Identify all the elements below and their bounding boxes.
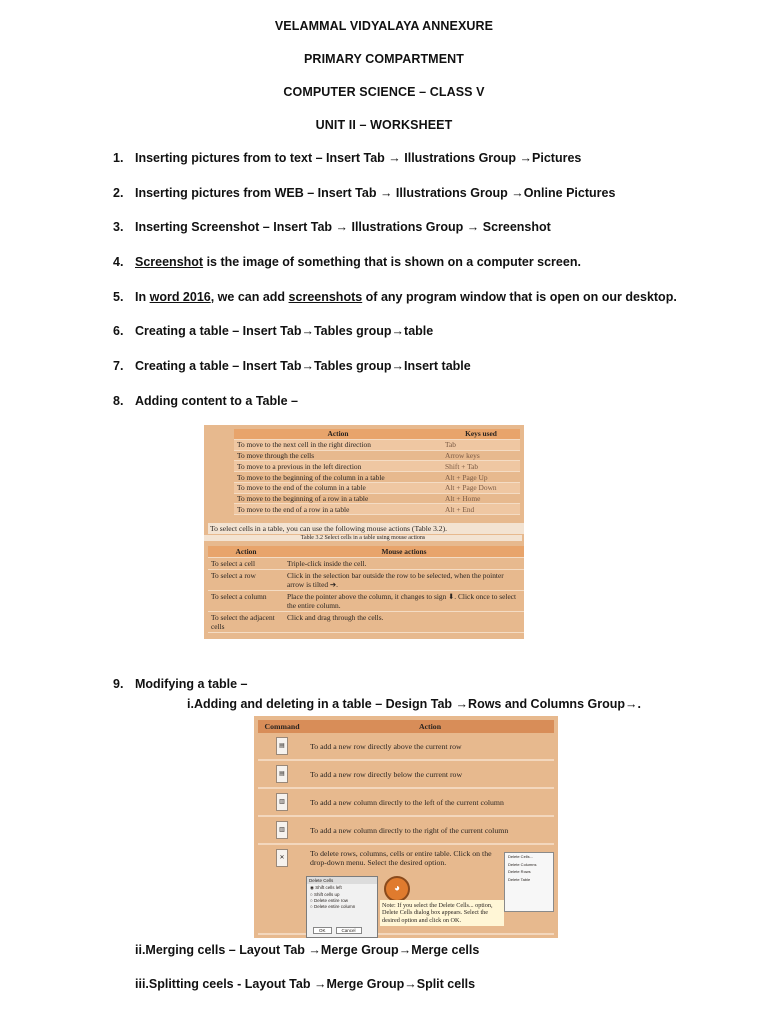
insert-right-icon: ▥ <box>276 821 288 839</box>
table-cell: To select a row <box>208 570 284 591</box>
table-row <box>208 591 524 612</box>
list-item <box>113 186 615 200</box>
subject-title: COMPUTER SCIENCE – CLASS V <box>283 85 485 99</box>
table-cell: To delete rows, columns, cells or entire table. Click on the drop-down menu. Select the desired option. <box>306 844 554 934</box>
table-cell: To move to the end of a row in a table <box>234 504 442 515</box>
table-header: Keys used <box>442 429 520 439</box>
dialog-option: ○ Shift cells up <box>310 891 340 897</box>
dialog-option: ○ Delete entire row <box>310 897 348 903</box>
table-cell: Tab <box>442 439 520 450</box>
sub-item: ii.Merging cells – Layout Tab →Merge Group→Merge cells <box>135 943 480 957</box>
table-header: Mouse actions <box>284 546 524 558</box>
table-cell: To move to the beginning of the column in a table <box>234 472 442 483</box>
table-cell: To move through the cells <box>234 450 442 461</box>
rows-columns-commands-photo <box>254 716 558 938</box>
table-cell: To select a cell <box>208 558 284 570</box>
menu-item: Delete Cells... <box>508 854 533 860</box>
item-text: Inserting pictures from to text – Insert Tab → Illustrations Group →Pictures <box>135 151 582 165</box>
list-item <box>113 359 471 373</box>
table-row <box>234 461 520 472</box>
table-cell: Click and drag through the cells. <box>284 612 524 633</box>
insert-above-icon: ▤ <box>276 737 288 755</box>
table-header: Command <box>258 720 306 733</box>
table-caption: Table 3.2 Select cells in a table using mouse actions <box>204 535 522 541</box>
table-row <box>258 816 554 844</box>
item-text: Creating a table – Insert Tab→Tables group→table <box>135 324 434 338</box>
sub-item: iii.Splitting ceels - Layout Tab →Merge Group→Split cells <box>135 977 476 991</box>
note-text: Note: If you select the Delete Cells... option, Delete Cells dialog box appears. Select the desired option and click on OK. <box>380 900 504 926</box>
list-item <box>113 290 677 304</box>
table-row <box>234 450 520 461</box>
table-cell: To move to a previous in the left direction <box>234 461 442 472</box>
table-cell: To move to the next cell in the right direction <box>234 439 442 450</box>
list-item <box>113 324 433 338</box>
keys-table <box>234 429 520 515</box>
table-row <box>258 733 554 760</box>
table-cell: To add a new column directly to the right of the current column <box>306 816 554 844</box>
list-item <box>113 394 298 408</box>
mouse-actions-table <box>208 546 524 633</box>
table-header: Action <box>208 546 284 558</box>
table-row <box>208 558 524 570</box>
list-item <box>113 151 581 165</box>
table-cell: To move to the beginning of a row in a table <box>234 493 442 504</box>
item-text: Modifying a table – <box>135 677 248 691</box>
item-text: Inserting Screenshot – Insert Tab → Illustrations Group → Screenshot <box>135 220 551 234</box>
menu-item: Delete Columns <box>508 861 537 867</box>
table-row <box>234 472 520 483</box>
table-row <box>258 760 554 788</box>
table-cell: Shift + Tab <box>442 461 520 472</box>
dialog-ok-button: OK <box>313 927 332 934</box>
table-row <box>208 570 524 591</box>
insert-below-icon: ▤ <box>276 765 288 783</box>
item-number: 4. <box>113 255 124 269</box>
underlined-term: Screenshot <box>135 255 204 269</box>
table-cell: Place the pointer above the column, it changes to sign ⬇. Click once to select the entire column. <box>284 591 524 612</box>
item-number: 2. <box>113 186 124 200</box>
dialog-option: ◉ Shift cells left <box>310 884 342 890</box>
list-item <box>113 220 551 234</box>
table-header: Action <box>306 720 554 733</box>
dialog-cancel-button: Cancel <box>336 927 362 934</box>
owl-mascot-icon: ◕ <box>384 876 410 902</box>
underlined-term: word 2016 <box>149 290 211 304</box>
table-row <box>234 504 520 515</box>
table-cell: To move to the end of the column in a table <box>234 482 442 493</box>
table-row <box>258 788 554 816</box>
item-text: Adding content to a Table – <box>135 394 298 408</box>
item-text: In <box>135 290 150 304</box>
table-cell: Click in the selection bar outside the row to be selected, when the pointer arrow is tilted ➔. <box>284 570 524 591</box>
item-text: is the image of something that is shown on a computer screen. <box>203 255 581 269</box>
table-row <box>234 482 520 493</box>
dialog-title: Delete Cells <box>307 877 377 884</box>
section-name: PRIMARY COMPARTMENT <box>304 52 464 66</box>
school-name: VELAMMAL VIDYALAYA ANNEXURE <box>274 19 494 33</box>
table-cell: Alt + Home <box>442 493 520 504</box>
table-header: Action <box>234 429 442 439</box>
table-cell: To add a new row directly above the current row <box>306 733 554 760</box>
list-item <box>113 255 581 269</box>
table-intro-text: To select cells in a table, you can use the following mouse actions (Table 3.2). <box>208 523 524 534</box>
list-item <box>113 677 248 691</box>
table-cell: Alt + End <box>442 504 520 515</box>
item-number: 6. <box>113 324 124 338</box>
dialog-option: ○ Delete entire column <box>310 903 356 909</box>
item-number: 5. <box>113 290 124 304</box>
table-cell: To add a new column directly to the left of the current column <box>306 788 554 816</box>
delete-cells-dialog <box>306 876 378 938</box>
item-text: Inserting pictures from WEB – Insert Tab → Illustrations Group →Online Pictures <box>135 186 616 200</box>
table-cell: Arrow keys <box>442 450 520 461</box>
item-number: 8. <box>113 394 124 408</box>
table-row <box>208 612 524 633</box>
table-cell: Triple-click inside the cell. <box>284 558 524 570</box>
delete-dropdown-menu <box>504 852 554 912</box>
keyboard-mouse-tables-photo <box>204 425 524 639</box>
table-row <box>234 439 520 450</box>
underlined-term: screenshots <box>288 290 363 304</box>
item-number: 7. <box>113 359 124 373</box>
item-number: 1. <box>113 151 124 165</box>
item-text: Creating a table – Insert Tab→Tables group→Insert table <box>135 359 471 373</box>
unit-title: UNIT II – WORKSHEET <box>315 118 453 132</box>
sub-item: i.Adding and deleting in a table – Design Tab →Rows and Columns Group→. <box>187 697 641 711</box>
table-cell: To add a new row directly below the current row <box>306 760 554 788</box>
table-row <box>234 493 520 504</box>
insert-left-icon: ▥ <box>276 793 288 811</box>
menu-item: Delete Table <box>508 877 531 883</box>
item-number: 3. <box>113 220 124 234</box>
delete-table-icon: ✕ <box>276 849 288 867</box>
table-cell: Alt + Page Up <box>442 472 520 483</box>
table-cell: Alt + Page Down <box>442 482 520 493</box>
item-number: 9. <box>113 677 124 691</box>
item-text: , we can add <box>210 290 289 304</box>
table-cell: To select a column <box>208 591 284 612</box>
menu-item: Delete Rows <box>508 869 531 875</box>
item-text: of any program window that is open on our desktop. <box>362 290 677 304</box>
table-cell: To select the adjacent cells <box>208 612 284 633</box>
